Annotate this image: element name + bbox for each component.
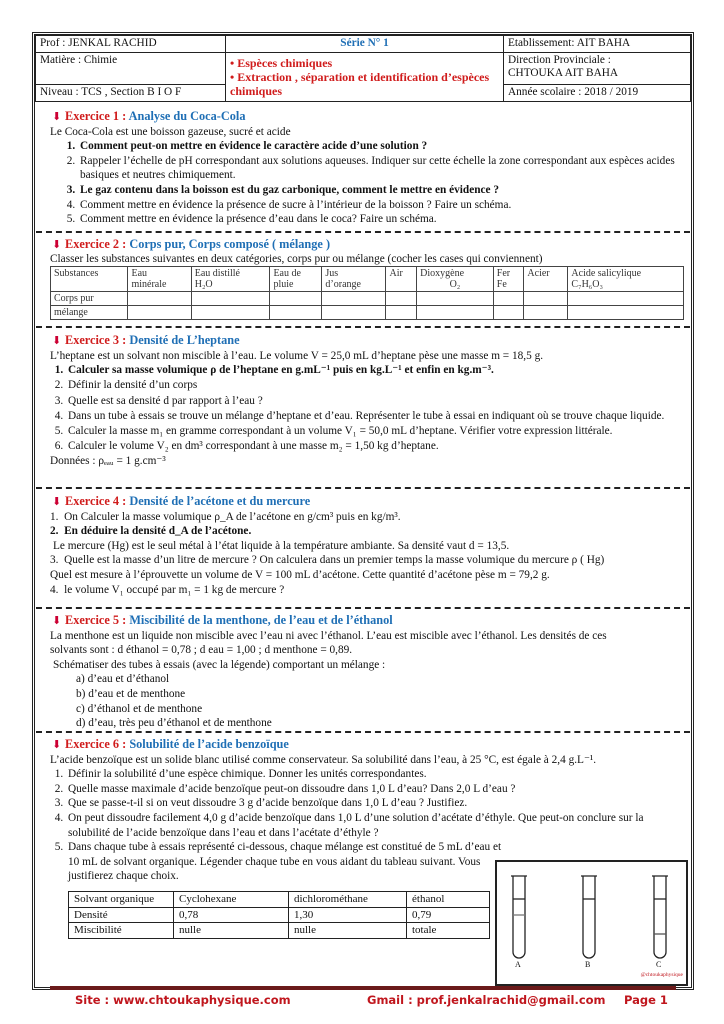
question: 3. Que se passe-t-il si on veut dissoudre 3 g d’acide benzoïque dans 1,0 L d’eau ? Justifiez. xyxy=(66,796,684,811)
header-line: Air xyxy=(389,267,403,279)
question: 2. Quelle masse maximale d’acide benzoïque peut-on dissoudre dans 1,0 L d’eau? Dans 2,0 L d’eau ? xyxy=(66,782,684,797)
exercise-number: Exercice 4 : xyxy=(65,494,127,508)
exercise-2 xyxy=(36,233,690,328)
direction: Direction Provinciale : xyxy=(508,54,611,66)
header-line: Jus xyxy=(325,267,339,279)
exercise-2-title xyxy=(52,237,684,253)
annee-cell: Année scolaire : 2018 / 2019 xyxy=(504,85,691,102)
question: 4. Comment mettre en évidence la présence de sucre à l’intérieur de la boisson ? Faire un schéma. xyxy=(78,198,684,213)
arrow-down-icon: ⬇ xyxy=(52,335,62,347)
exercise-5 xyxy=(36,609,690,733)
header-line: O₂ xyxy=(449,278,461,290)
checkbox-cell[interactable] xyxy=(128,291,191,305)
etablissement-cell: Etablissement: AIT BAHA xyxy=(504,36,691,53)
table-cell: 0,79 xyxy=(407,907,490,923)
header-line: Eau xyxy=(131,267,148,279)
table-cell: Miscibilité xyxy=(69,923,174,939)
checkbox-cell[interactable] xyxy=(270,291,322,305)
checkbox-cell[interactable] xyxy=(386,291,417,305)
header-line: Eau de xyxy=(273,267,301,279)
checkbox-cell[interactable] xyxy=(270,305,322,319)
exercise-number: Exercice 3 : xyxy=(65,333,127,347)
niveau-cell: Niveau : TCS , Section B I O F xyxy=(36,85,226,102)
table-header: Solvant organique xyxy=(69,892,174,908)
checkbox-cell[interactable] xyxy=(493,305,524,319)
intro: L’acide benzoïque est un solide blanc utilisé comme conservateur. Sa solubilité dans l’eau, à 25 °C, est égale à 2,4 g.L⁻¹. xyxy=(50,753,597,766)
table-cell: 0,78 xyxy=(174,907,289,923)
header-line: pluie xyxy=(273,278,294,290)
watermark: @chtoukaphysique xyxy=(640,972,683,978)
table-header xyxy=(568,266,684,291)
question: 4. le volume V₁ occupé par m₁ = 1 kg de mercure ? xyxy=(50,583,285,596)
exercise-4 xyxy=(36,490,690,609)
checkbox-cell[interactable] xyxy=(524,305,568,319)
table-header: éthanol xyxy=(407,892,490,908)
table-row xyxy=(69,923,490,939)
intro: Classer les substances suivantes en deux catégories, corps pur ou mélange (cocher les cases qui conviennent) xyxy=(50,252,543,265)
tube-a xyxy=(511,876,527,958)
footer-gmail: Gmail : prof.jenkalrachid@gmail.com xyxy=(367,993,606,1007)
checkbox-cell[interactable] xyxy=(191,305,270,319)
checkbox-cell[interactable] xyxy=(417,305,494,319)
header-line: Acide salicylique xyxy=(571,267,642,279)
intro: Le Coca-Cola est une boisson gazeuse, sucré et acide xyxy=(50,125,291,138)
exercise-name: Miscibilité de la menthone, de l’eau et de l’éthanol xyxy=(129,613,393,627)
header-line: Eau distillé xyxy=(194,267,240,279)
header-line: Substances xyxy=(54,267,99,279)
table-header: dichlorométhane xyxy=(289,892,407,908)
arrow-down-icon: ⬇ xyxy=(52,496,62,508)
table-row xyxy=(51,305,684,319)
arrow-down-icon: ⬇ xyxy=(52,239,62,251)
task: Schématiser des tubes à essais (avec la légende) comportant un mélange : xyxy=(53,658,386,671)
question-text: En déduire la densité d_A de l’acétone. xyxy=(64,525,252,538)
exercise-3 xyxy=(36,329,690,489)
header-line: Fer xyxy=(496,267,511,279)
serie-cell: Série N° 1 xyxy=(226,36,504,53)
question: 1. On Calculer la masse volumique ρ_A de l’acétone en g/cm³ puis en kg/m³. xyxy=(50,510,401,523)
direction-cell xyxy=(504,53,691,85)
table-row xyxy=(51,266,684,291)
exercise-1 xyxy=(36,105,690,233)
footer-bar xyxy=(50,986,676,990)
topic-2: • Extraction , séparation et identification d’espèces chimiques xyxy=(230,70,490,98)
question: 3. Le gaz contenu dans la boisson est du gaz carbonique, comment le mettre en évidence ? xyxy=(78,183,684,198)
table-header xyxy=(322,266,386,291)
row-label: mélange xyxy=(51,305,128,319)
arrow-down-icon: ⬇ xyxy=(52,111,62,123)
table-header xyxy=(191,266,270,291)
tube-c xyxy=(652,876,668,958)
table-cell: totale xyxy=(407,923,490,939)
exercise-name: Solubilité de l’acide benzoïque xyxy=(129,737,289,751)
table-header xyxy=(493,266,524,291)
prof-cell: Prof : JENKAL RACHID xyxy=(36,36,226,53)
acetone-text: Quel est mesure à l’éprouvette un volume de V = 100 mL d’acétone. Cette quantité d’acétone pèse m = 79,2 g. xyxy=(50,568,550,581)
tube-label-b: B xyxy=(585,960,591,969)
solvent-table xyxy=(68,891,490,939)
exercise-1-title xyxy=(52,109,684,125)
question: 6. Calculer le volume V₂ en dm³ correspondant à une masse m₂ = 1,50 kg d’heptane. xyxy=(66,439,684,454)
densites: solvants sont : d éthanol = 0,78 ; d eau = 1,00 ; d menthone = 0,89. xyxy=(50,644,353,657)
exercise-6-title xyxy=(52,737,684,753)
exercise-number: Exercice 5 : xyxy=(65,613,127,627)
table-row xyxy=(51,291,684,305)
header-line: Dioxygène xyxy=(420,267,465,279)
question: 5. Comment mettre en évidence la présence d’eau dans le coca? Faire un schéma. xyxy=(78,212,684,227)
table-header xyxy=(524,266,568,291)
question: 2. Définir la densité d’un corps xyxy=(66,378,684,393)
table-row xyxy=(69,907,490,923)
checkbox-cell[interactable] xyxy=(322,291,386,305)
question: 1. Comment peut-on mettre en évidence le caractère acide d’une solution ? xyxy=(78,139,684,154)
checkbox-cell[interactable] xyxy=(524,291,568,305)
table-header xyxy=(417,266,494,291)
matiere-cell: Matière : Chimie xyxy=(36,53,226,85)
exercise-name: Analyse du Coca-Cola xyxy=(128,109,246,123)
topics-cell xyxy=(226,53,504,102)
checkbox-cell[interactable] xyxy=(568,291,684,305)
intro: L’heptane est un solvant non miscible à l’eau. Le volume V = 25,0 mL d’heptane pèse une masse m = 18,5 g. xyxy=(50,349,544,362)
mixture-item: c) d’éthanol et de menthone xyxy=(76,702,203,715)
table-cell: nulle xyxy=(289,923,407,939)
question: 3. Quelle est sa densité d par rapport à l’eau ? xyxy=(66,394,684,409)
header-line: C₇H₆O₃ xyxy=(571,278,603,290)
exercise-3-title xyxy=(52,333,684,349)
checkbox-cell[interactable] xyxy=(493,291,524,305)
direction-province: CHTOUKA AIT BAHA xyxy=(508,67,619,79)
header-line: minérale xyxy=(131,278,167,290)
table-row xyxy=(69,892,490,908)
mixture-item: d) d’eau, très peu d’éthanol et de menthone xyxy=(76,717,272,730)
tube-label-a: A xyxy=(515,960,521,969)
header-line: Fe xyxy=(496,278,507,290)
table-cell: Densité xyxy=(69,907,174,923)
question: 4. Dans un tube à essais se trouve un mélange d’heptane et d’eau. Représenter le tube à essai en indiquant où se trouve chaque liquide. xyxy=(66,409,684,424)
question: 2. Rappeler l’échelle de pH correspondant aux solutions aqueuses. Indiquer sur cette échelle la zone correspondant aux espèces acides basiques et neutres chimiquement. xyxy=(78,154,684,183)
table-header xyxy=(386,266,417,291)
header-line: d’orange xyxy=(325,278,361,290)
question: 1. Définir la solubilité d’une espèce chimique. Donner les unités correspondantes. xyxy=(66,767,684,782)
exercise-4-title xyxy=(52,494,684,510)
question: 5. Calculer la masse m₁ en gramme correspondant à un volume V₁ = 50,0 mL d’heptane. Vérifier votre expression littérale. xyxy=(66,424,684,439)
intro: La menthone est un liquide non miscible avec l’eau ni avec l’éthanol. L’eau est miscible avec l’éthanol. Les densités de ces xyxy=(50,629,607,642)
exercise-number: Exercice 2 : xyxy=(65,237,127,251)
donnees: Données : ρₑₐᵤ = 1 g.cm⁻³ xyxy=(50,455,166,468)
table-header xyxy=(270,266,322,291)
mixture-item: a) d’eau et d’éthanol xyxy=(76,673,170,686)
tube-label-c: C xyxy=(656,960,662,969)
exercise-number: Exercice 1 : xyxy=(65,109,127,123)
mercure-text: Le mercure (Hg) est le seul métal à l’état liquide à la température ambiante. Sa densité vaut d = 13,5. xyxy=(53,539,510,552)
topic-1: • Espèces chimiques xyxy=(230,56,333,70)
header-line: H₂O xyxy=(194,278,213,290)
checkbox-cell[interactable] xyxy=(386,305,417,319)
arrow-down-icon: ⬇ xyxy=(52,615,62,627)
question: 3. Quelle est la masse d’un litre de mercure ? On calculera dans un premier temps la masse volumique du mercure ρ ( Hg) xyxy=(50,554,605,567)
checkbox-cell[interactable] xyxy=(128,305,191,319)
footer-page: Page 1 xyxy=(624,993,668,1007)
exercise-name: Densité de L’heptane xyxy=(129,333,240,347)
question-text: Quelle est la masse d’un litre de mercure ? On calculera dans un premier temps la masse volumique du mercure ρ ( Hg) xyxy=(64,554,605,567)
exercise-number: Exercice 6 : xyxy=(65,737,127,751)
header-table xyxy=(35,35,691,102)
table-cell: nulle xyxy=(174,923,289,939)
checkbox-cell[interactable] xyxy=(191,291,270,305)
topic-text: Extraction , séparation et identification d’espèces chimiques xyxy=(230,70,490,98)
checkbox-cell[interactable] xyxy=(568,305,684,319)
checkbox-cell[interactable] xyxy=(322,305,386,319)
question-text: le volume V₁ occupé par m₁ = 1 kg de mercure ? xyxy=(64,583,285,596)
checkbox-cell[interactable] xyxy=(417,291,494,305)
substances-table xyxy=(50,266,684,320)
tube-b xyxy=(581,876,597,958)
question-text: On Calculer la masse volumique ρ_A de l’acétone en g/cm³ puis en kg/m³. xyxy=(64,510,401,523)
table-header: Cyclohexane xyxy=(174,892,289,908)
table-header xyxy=(51,266,128,291)
question: 1. Calculer sa masse volumique ρ de l’heptane en g.mL⁻¹ puis en kg.L⁻¹ et enfin en kg.m⁻³. xyxy=(66,363,684,378)
question: 2. En déduire la densité d_A de l’acétone. xyxy=(50,525,252,538)
test-tubes-figure xyxy=(495,860,688,986)
question: 4. On peut dissoudre facilement 4,0 g d’acide benzoïque dans 1,0 L d’une solution d’acétate d’éthyle. Que peut-on conclure sur la solubilité de l’acide benzoïque dans l’eau et dans l’acétate d’éthyle ? xyxy=(66,811,684,840)
exercise-name: Densité de l’acétone et du mercure xyxy=(129,494,311,508)
topic-text: Espèces chimiques xyxy=(237,56,333,70)
exercise-5-title xyxy=(52,613,684,629)
footer-site: Site : www.chtoukaphysique.com xyxy=(75,993,291,1007)
question: 5. Dans chaque tube à essais représenté ci-dessous, chaque mélange est constitué de 5 mL d’eau et 10 mL de solvant organique. Légender chaque tube en vous aidant du tableau suivant. Vous justifierez chaque choix. xyxy=(66,840,506,884)
mixture-item: b) d’eau et de menthone xyxy=(76,687,186,700)
table-cell: 1,30 xyxy=(289,907,407,923)
table-header xyxy=(128,266,191,291)
header-line: Acier xyxy=(527,267,550,279)
exercise-name: Corps pur, Corps composé ( mélange ) xyxy=(129,237,331,251)
arrow-down-icon: ⬇ xyxy=(52,739,62,751)
row-label: Corps pur xyxy=(51,291,128,305)
